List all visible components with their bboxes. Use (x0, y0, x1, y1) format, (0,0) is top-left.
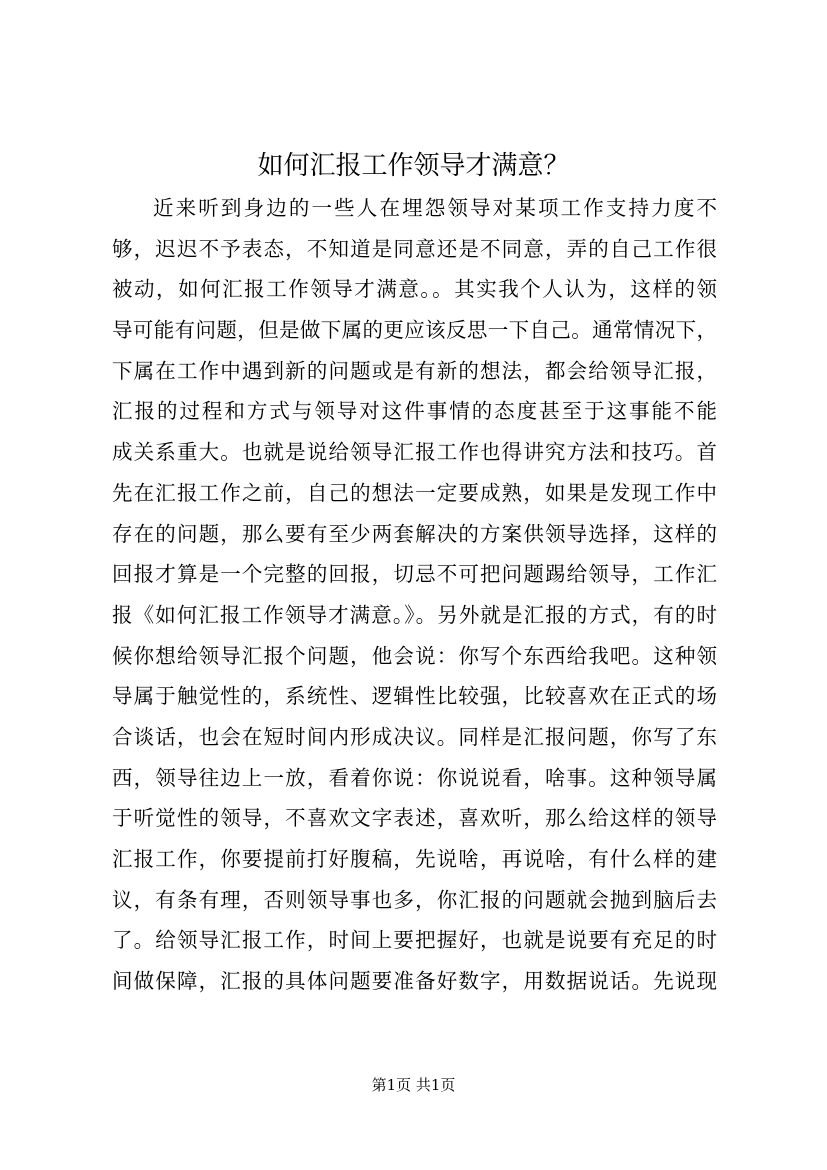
body-line-8: 先在汇报工作之前，自己的想法一定要成熟，如果是发现工作中 (112, 480, 717, 505)
body-line-20: 间做保障，汇报的具体问题要准备好数字，用数据说话。先说现 (112, 969, 717, 994)
body-line-5: 下属在工作中遇到新的问题或是有新的想法，都会给领导汇报， (112, 358, 717, 383)
body-line-14: 合谈话，也会在短时间内形成决议。同样是汇报问题，你写了东 (112, 724, 717, 749)
body-line-18: 议，有条有理，否则领导事也多，你汇报的问题就会抛到脑后去 (112, 887, 717, 912)
body-line-1: 近来听到身边的一些人在埋怨领导对某项工作支持力度不 (153, 196, 717, 220)
body-line-10: 回报才算是一个完整的回报，切忌不可把问题踢给领导，工作汇 (112, 562, 717, 587)
body-line-12: 候你想给领导汇报个问题，他会说：你写个东西给我吧。这种领 (112, 643, 717, 668)
document-title: 如何汇报工作领导才满意？ (257, 151, 570, 181)
body-line-6: 汇报的过程和方式与领导对这件事情的态度甚至于这事能不能 (112, 399, 717, 424)
body-line-9: 存在的问题，那么要有至少两套解决的方案供领导选择，这样的 (112, 521, 717, 546)
body-line-2: 够，迟迟不予表态，不知道是同意还是不同意，弄的自己工作很 (112, 236, 717, 261)
body-line-4: 导可能有问题，但是做下属的更应该反思一下自己。通常情况下， (112, 318, 717, 343)
body-line-17: 汇报工作，你要提前打好腹稿，先说啥，再说啥，有什么样的建 (112, 847, 717, 871)
body-line-11: 报《如何汇报工作领导才满意。》。另外就是汇报的方式，有的时 (112, 602, 717, 627)
body-line-16: 于听觉性的领导，不喜欢文字表述，喜欢听，那么给这样的领导 (112, 806, 717, 831)
page-number-label: 第1页 共1页 (371, 1076, 456, 1094)
body-line-7: 成关系重大。也就是说给领导汇报工作也得讲究方法和技巧。首 (112, 440, 717, 465)
body-line-15: 西，领导往边上一放，看着你说：你说说看，啥事。这种领导属 (112, 765, 717, 790)
body-line-13: 导属于触觉性的，系统性、逻辑性比较强，比较喜欢在正式的场 (112, 684, 717, 709)
body-line-3: 被动，如何汇报工作领导才满意。。其实我个人认为，这样的领 (112, 277, 717, 302)
document-body (112, 188, 717, 1002)
page-footer (0, 1075, 827, 1095)
body-line-19: 了。给领导汇报工作，时间上要把握好，也就是说要有充足的时 (112, 928, 717, 953)
